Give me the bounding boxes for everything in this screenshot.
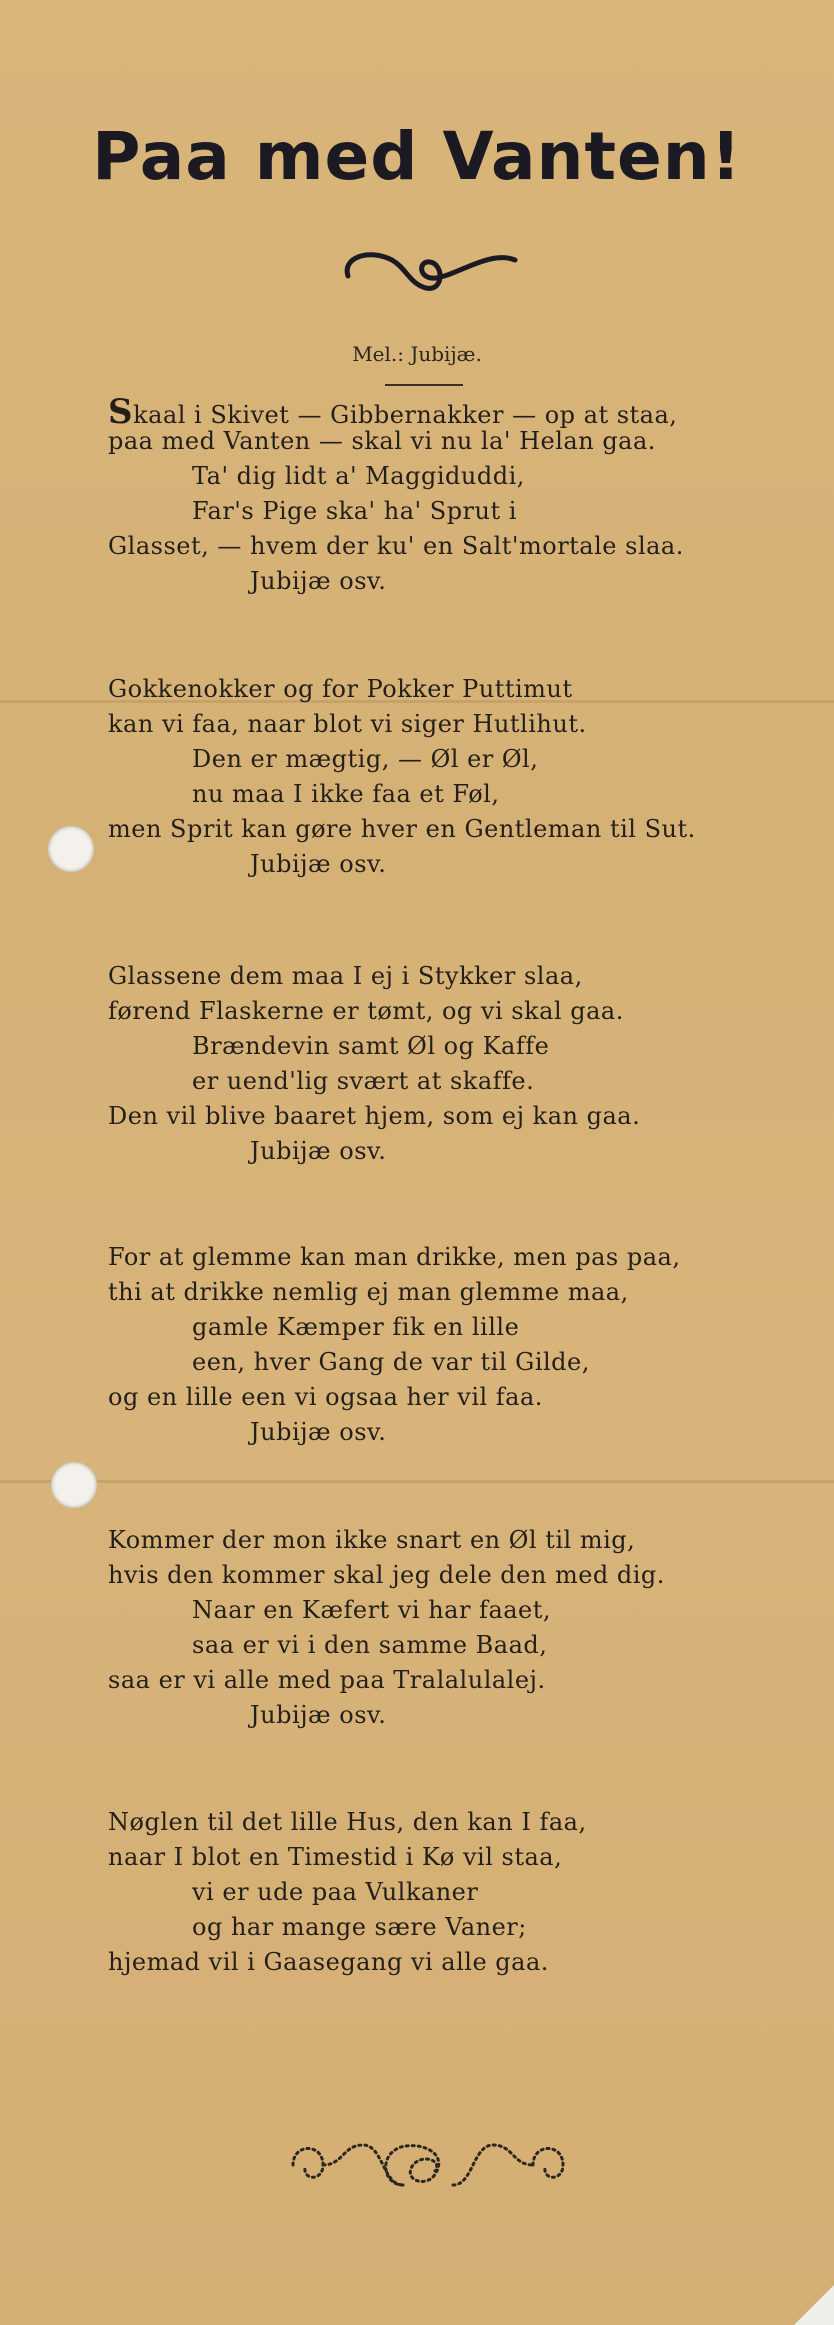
lyric-line: een, hver Gang de var til Gilde, [192,1348,590,1376]
lyric-line: paa med Vanten — skal vi nu la' Helan gaa. [108,427,656,455]
lyric-line: Gokkenokker og for Pokker Puttimut [108,675,573,703]
melody-note: Mel.: Jubijæ. [352,342,482,366]
lyric-line: kan vi faa, naar blot vi siger Hutlihut. [108,710,587,738]
lyric-line: er uend'lig svært at skaffe. [192,1067,535,1095]
lyric-line: Far's Pige ska' ha' Sprut i [192,497,517,525]
chorus-line: Jubijæ osv. [250,567,387,595]
lyric-line: gamle Kæmper fik en lille [192,1313,520,1341]
flourish-ornament-icon [340,238,520,298]
dotted-ornament-icon [283,2125,573,2205]
lyric-line: Den vil blive baaret hjem, som ej kan gaa. [108,1102,641,1130]
lyric-line: Glasset, — hvem der ku' en Salt'mortale slaa. [108,532,684,560]
punch-hole [48,826,94,872]
lyric-line: og har mange sære Vaner; [192,1913,527,1941]
lyric-line: Nøglen til det lille Hus, den kan I faa, [108,1808,587,1836]
lyric-line: vi er ude paa Vulkaner [192,1878,479,1906]
song-title: Paa med Vanten! [92,118,742,195]
lyric-line: naar I blot en Timestid i Kø vil staa, [108,1843,563,1871]
lyric-line: Ta' dig lidt a' Maggiduddi, [192,462,525,490]
divider [385,384,463,386]
lyric-line: førend Flaskerne er tømt, og vi skal gaa. [108,997,624,1025]
chorus-line: Jubijæ osv. [250,1418,387,1446]
lyric-line: Brændevin samt Øl og Kaffe [192,1032,550,1060]
lyric-line: hjemad vil i Gaasegang vi alle gaa. [108,1948,549,1976]
lyric-line: Skaal i Skivet — Gibbernakker — op at staa, [108,392,678,432]
lyric-line: Naar en Kæfert vi har faaet, [192,1596,552,1624]
lyric-line: Glassene dem maa I ej i Stykker slaa, [108,962,583,990]
lyric-line: og en lille een vi ogsaa her vil faa. [108,1383,543,1411]
lyric-line: men Sprit kan gøre hver en Gentleman til Sut. [108,815,696,843]
punch-hole [51,1462,97,1508]
torn-corner [794,2285,834,2325]
fold-crease [0,1480,834,1483]
lyric-line: nu maa I ikke faa et Føl, [192,780,500,808]
lyric-line: saa er vi alle med paa Tralalulalej. [108,1666,546,1694]
lyric-line: saa er vi i den samme Baad, [192,1631,548,1659]
lyric-line: Kommer der mon ikke snart en Øl til mig, [108,1526,636,1554]
lyric-line: For at glemme kan man drikke, men pas paa, [108,1243,681,1271]
lyric-line: thi at drikke nemlig ej man glemme maa, [108,1278,629,1306]
chorus-line: Jubijæ osv. [250,1701,387,1729]
chorus-line: Jubijæ osv. [250,850,387,878]
chorus-line: Jubijæ osv. [250,1137,387,1165]
lyric-line: Den er mægtig, — Øl er Øl, [192,745,539,773]
lyric-line: hvis den kommer skal jeg dele den med dig. [108,1561,665,1589]
